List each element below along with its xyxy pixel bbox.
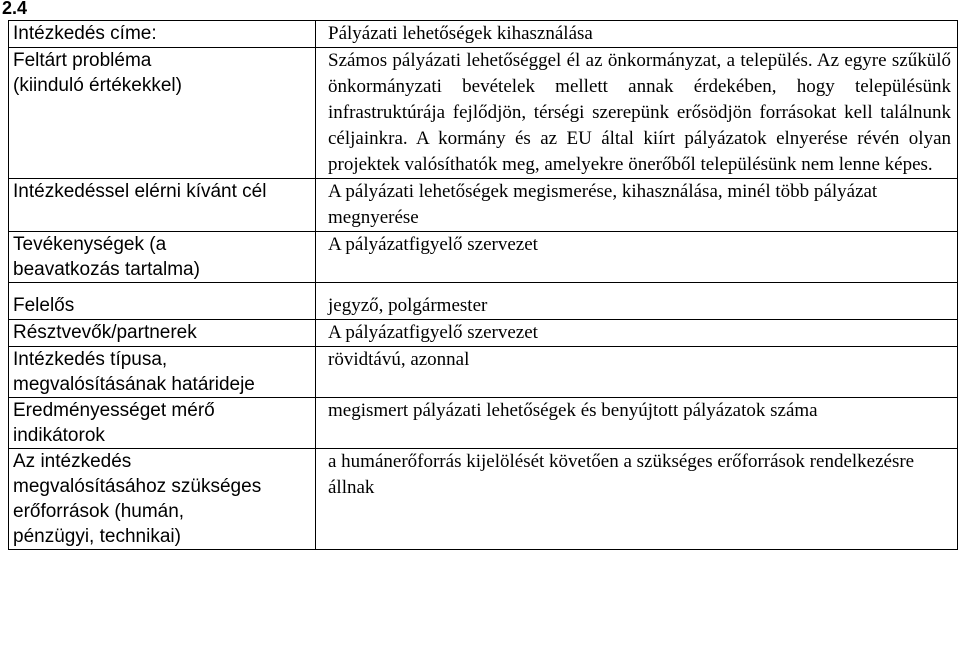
row-label: Tevékenységek (a beavatkozás tartalma) [9,232,316,283]
indicators-value: megismert pályázati lehetőségek és benyújtott pályázatok száma [316,398,958,449]
partners-value: A pályázatfigyelő szervezet [316,320,958,347]
row-label: Intézkedéssel elérni kívánt cél [9,179,316,232]
resources-value: a humánerőforrás kijelölését követően a szükséges erőforrások rendelkezésre állnak [316,449,958,550]
goal-description: A pályázati lehetőségek megismerése, kihasználása, minél több pályázat megnyerése [316,179,958,232]
row-label: Intézkedés típusa, megvalósításának határideje [9,347,316,398]
table-row-resources [9,449,958,550]
section-number: 2.4 [2,0,28,18]
row-label: Résztvevők/partnerek [9,320,316,347]
row-label: Eredményességet mérő indikátorok [9,398,316,449]
table-row-responsible [9,283,958,320]
row-label: Az intézkedés megvalósításához szükséges erőforrások (humán, pénzügyi, technikai) [9,449,316,550]
row-label: Intézkedés címe: [9,21,316,48]
table-row-activities [9,232,958,283]
row-label: Feltárt probléma (kiinduló értékekkel) [9,48,316,179]
table-row-goal [9,179,958,232]
measure-title: Pályázati lehetőségek kihasználása [316,21,958,48]
row-label: Felelős [9,283,316,320]
problem-description: Számos pályázati lehetőséggel él az önkormányzat, a település. Az egyre szűkülő önkormányzati bevételek mellett annak érdekében, hogy településünk infrastruktúrája fejlődjön, térségi szerepünk erősödjön forrásokat kell találnunk céljainkra. A kormány és az EU által kiírt pályázatok elnyerése révén olyan projektek valósíthatók meg, amelyekre önerőből településünk nem lenne képes. [316,48,958,179]
table-row-partners [9,320,958,347]
type-deadline-value: rövidtávú, azonnal [316,347,958,398]
activities-value: A pályázatfigyelő szervezet [316,232,958,283]
table-row-title [9,21,958,48]
table-row-indicators [9,398,958,449]
responsible-value: jegyző, polgármester [316,283,958,320]
table-row-type [9,347,958,398]
measure-table [8,20,958,550]
table-row-problem [9,48,958,179]
